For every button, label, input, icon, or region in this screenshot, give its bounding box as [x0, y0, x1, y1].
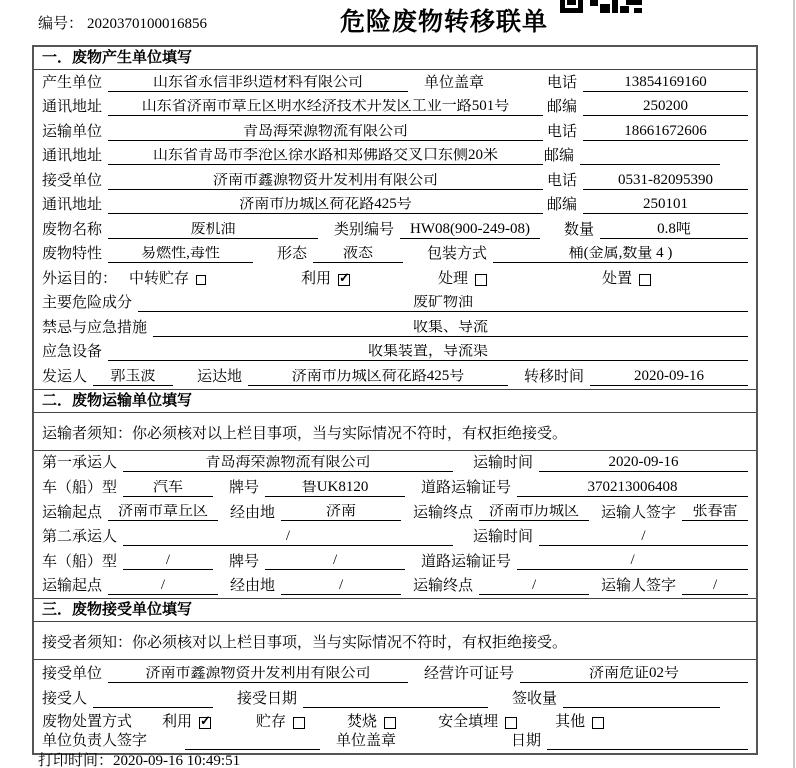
road-license2-value: / — [517, 553, 748, 570]
route2-sign-value: / — [682, 578, 748, 595]
transporter-phone-value: 18661672606 — [583, 124, 748, 141]
transport-time2-label: 运输时间 — [473, 529, 534, 546]
manifest-form — [32, 45, 758, 755]
row-disposal-method — [34, 711, 756, 734]
row-dispatch — [34, 364, 756, 389]
plate1-label: 牌号 — [229, 479, 260, 496]
emergency-equipment-label: 应急设备 — [42, 344, 103, 361]
row-producer-address — [34, 95, 756, 120]
receiver-zip-label: 邮编 — [546, 197, 577, 214]
purpose-treat-label: 处理 — [438, 270, 469, 287]
sign-date-value — [547, 733, 748, 750]
row-transfer-purpose — [34, 266, 756, 291]
purpose-option-treat — [438, 272, 487, 288]
section-acceptance — [34, 598, 756, 753]
accept-person-label: 接受人 — [42, 691, 88, 708]
transfer-time-label: 转移时间 — [524, 368, 585, 385]
row-transporter-address — [34, 144, 756, 169]
disposal-incinerate-label: 焚烧 — [347, 714, 378, 731]
row-waste-character — [34, 242, 756, 267]
route1-end-value: 济南市历城区 — [479, 504, 589, 521]
print-time-value: 2020-09-16 10:49:51 — [113, 753, 241, 768]
row-second-carrier — [34, 524, 756, 549]
transporter-zip-label: 邮编 — [543, 148, 574, 165]
transporter-value: 青岛海荣源物流有限公司 — [108, 124, 543, 141]
waste-pack-value: 桶(金属,数量 4 ) — [493, 246, 748, 263]
accept-date-label: 接受日期 — [237, 691, 298, 708]
purpose-transfer-storage-label: 中转贮存 — [129, 270, 190, 287]
section-acceptance-title: 三．废物接受单位填写 — [34, 599, 756, 622]
row-accept-person — [34, 686, 756, 711]
disposal-option-incinerate — [347, 715, 396, 731]
purpose-utilize-label: 利用 — [301, 270, 332, 287]
producer-address-value: 山东省济南市章丘区明水经济技术开发区工业一路501号 — [108, 99, 543, 116]
transporter-zip-value — [580, 148, 720, 165]
checkbox-disposal-other[interactable] — [592, 717, 604, 729]
checkbox-disposal-storage[interactable] — [293, 717, 305, 729]
transporter-phone-label: 电话 — [546, 123, 577, 140]
section-producer — [34, 47, 756, 389]
first-carrier-value: 青岛海荣源物流有限公司 — [123, 455, 453, 472]
disposal-landfill-label: 安全填埋 — [438, 714, 499, 731]
route1-sign-label: 运输人签字 — [601, 504, 677, 521]
waste-code-value: HW08(900-249-08) — [400, 222, 540, 239]
route1-start-label: 运输起点 — [42, 504, 103, 521]
unit-seal-label: 单位盖章 — [336, 733, 397, 750]
route2-start-label: 运输起点 — [42, 578, 103, 595]
page-right-edge — [793, 0, 795, 768]
producer-phone-value: 13854169160 — [583, 75, 748, 92]
disposal-method-label: 废物处置方式 — [42, 714, 133, 731]
producer-zip-value: 250200 — [583, 99, 748, 116]
producer-phone-label: 电话 — [546, 74, 577, 91]
producer-value: 山东省永信非织造材料有限公司 — [108, 75, 408, 92]
row-vehicle2 — [34, 549, 756, 574]
acceptance-notice: 接受者须知：你必须核对以上栏目事项，当与实际情况不符时，有权拒绝接受。 — [34, 622, 756, 660]
row-route2 — [34, 573, 756, 598]
disposal-utilize-label: 利用 — [162, 714, 193, 731]
emergency-equipment-value: 收集装置，导流渠 — [108, 344, 748, 361]
route2-via-label: 经由地 — [230, 578, 276, 595]
responsible-sign-label: 单位负责人签字 — [42, 733, 148, 750]
route2-via-value: / — [281, 578, 401, 595]
route1-sign-value: 张春雷 — [682, 504, 748, 521]
checkbox-treat[interactable] — [475, 274, 487, 286]
disposal-option-utilize — [162, 715, 211, 731]
page-title: 危险废物转移联单 — [339, 8, 549, 36]
row-receiver — [34, 168, 756, 193]
transfer-purpose-label: 外运目的： — [42, 270, 118, 287]
accept-unit-value: 济南市鑫源物资开发利用有限公司 — [108, 666, 408, 683]
receiver-label: 接受单位 — [42, 172, 103, 189]
print-time-label: 打印时间： — [38, 753, 114, 768]
accept-person-value — [93, 691, 213, 708]
waste-qty-label: 数量 — [564, 221, 595, 238]
section-transport — [34, 389, 756, 599]
purpose-option-transfer-storage — [129, 272, 206, 288]
dispatcher-value: 郭玉波 — [93, 369, 173, 386]
destination-label: 运达地 — [197, 368, 243, 385]
route2-end-value: / — [479, 578, 589, 595]
row-vehicle1 — [34, 475, 756, 500]
document-number-value: 2020370100016856 — [87, 16, 208, 32]
route1-via-value: 济南 — [281, 504, 401, 521]
plate1-value: 鲁UK8120 — [265, 480, 405, 497]
second-carrier-label: 第二承运人 — [42, 529, 118, 546]
plate2-label: 牌号 — [229, 553, 260, 570]
hazard-component-label: 主要危险成分 — [42, 295, 133, 312]
transfer-time-value: 2020-09-16 — [590, 369, 748, 386]
vehicle1-type-value: 汽车 — [123, 480, 213, 497]
producer-seal-label: 单位盖章 — [424, 74, 485, 91]
print-time — [38, 749, 240, 768]
disposal-other-label: 其他 — [555, 714, 586, 731]
transporter-address-value: 山东省青岛市李沧区徐水路和郑佛路交叉口东侧20米 — [108, 148, 543, 165]
hazard-component-value: 废矿物油 — [138, 295, 748, 312]
document-number-label: 编号： — [38, 16, 84, 32]
row-emergency-equipment — [34, 340, 756, 365]
section-transport-title: 二．废物运输单位填写 — [34, 390, 756, 413]
operation-license-value: 济南危证02号 — [520, 666, 748, 683]
route1-end-label: 运输终点 — [413, 504, 474, 521]
route2-start-value: / — [108, 578, 218, 595]
waste-form-label: 形态 — [277, 246, 308, 263]
vehicle1-type-label: 车（船）型 — [42, 479, 118, 496]
row-accept-unit — [34, 660, 756, 686]
signed-qty-label: 签收量 — [512, 691, 558, 708]
transport-time1-label: 运输时间 — [473, 455, 534, 472]
producer-address-label: 通讯地址 — [42, 99, 103, 116]
plate2-value: / — [265, 553, 405, 570]
document-number — [38, 12, 207, 33]
waste-character-label: 废物特性 — [42, 246, 103, 263]
checkbox-dispose[interactable] — [639, 274, 651, 286]
waste-code-label: 类别编号 — [334, 221, 395, 238]
second-carrier-value: / — [123, 529, 453, 546]
purpose-option-dispose — [602, 272, 651, 288]
receiver-zip-value: 250101 — [583, 197, 748, 214]
checkbox-disposal-incinerate[interactable] — [384, 717, 396, 729]
operation-license-label: 经营许可证号 — [424, 666, 515, 683]
accept-date-value — [303, 691, 488, 708]
receiver-address-value: 济南市历城区荷花路425号 — [108, 197, 543, 214]
disposal-option-storage — [256, 715, 305, 731]
row-producer — [34, 70, 756, 95]
vehicle2-type-label: 车（船）型 — [42, 553, 118, 570]
disposal-option-other — [555, 715, 604, 731]
waste-name-value: 废机油 — [108, 222, 318, 239]
qr-code-fragment-icon — [560, 0, 642, 13]
disposal-storage-label: 贮存 — [256, 714, 287, 731]
checkbox-disposal-utilize[interactable] — [199, 717, 211, 729]
checkbox-utilize[interactable] — [338, 274, 350, 286]
waste-name-label: 废物名称 — [42, 221, 103, 238]
waste-qty-value: 0.8吨 — [600, 222, 748, 239]
road-license1-label: 道路运输证号 — [421, 479, 512, 496]
receiver-address-label: 通讯地址 — [42, 197, 103, 214]
receiver-phone-value: 0531-82095390 — [583, 173, 748, 190]
road-license1-value: 370213006408 — [517, 480, 748, 497]
receiver-phone-label: 电话 — [546, 172, 577, 189]
receiver-value: 济南市鑫源物资开发利用有限公司 — [108, 173, 543, 190]
responsible-sign-value — [185, 733, 320, 750]
purpose-option-utilize — [301, 272, 350, 288]
vehicle2-type-value: / — [123, 553, 213, 570]
row-transporter — [34, 119, 756, 144]
row-route1 — [34, 500, 756, 525]
transport-time1-value: 2020-09-16 — [539, 455, 748, 472]
disposal-option-landfill — [438, 715, 517, 731]
road-license2-label: 道路运输证号 — [421, 553, 512, 570]
transport-time2-value: / — [539, 529, 748, 546]
first-carrier-label: 第一承运人 — [42, 455, 118, 472]
checkbox-disposal-landfill[interactable] — [505, 717, 517, 729]
waste-character-value: 易燃性,毒性 — [108, 246, 253, 263]
transporter-label: 运输单位 — [42, 123, 103, 140]
dispatcher-label: 发运人 — [42, 368, 88, 385]
transporter-address-label: 通讯地址 — [42, 148, 103, 165]
waste-pack-label: 包装方式 — [427, 246, 488, 263]
route1-start-value: 济南市章丘区 — [108, 504, 218, 521]
row-first-carrier — [34, 451, 756, 476]
waste-form-value: 液态 — [313, 246, 403, 263]
accept-unit-label: 接受单位 — [42, 666, 103, 683]
row-receiver-address — [34, 193, 756, 218]
checkbox-transfer-storage[interactable] — [196, 275, 206, 285]
row-hazard-component — [34, 291, 756, 316]
row-emergency-measures — [34, 315, 756, 340]
producer-zip-label: 邮编 — [546, 99, 577, 116]
producer-label: 产生单位 — [42, 74, 103, 91]
destination-value: 济南市历城区荷花路425号 — [248, 369, 508, 386]
emergency-measures-value: 收集、导流 — [153, 320, 748, 337]
route2-end-label: 运输终点 — [413, 578, 474, 595]
route2-sign-label: 运输人签字 — [601, 578, 677, 595]
section-producer-title: 一．废物产生单位填写 — [34, 47, 756, 70]
route1-via-label: 经由地 — [230, 504, 276, 521]
transport-notice: 运输者须知：你必须核对以上栏目事项，当与实际情况不符时，有权拒绝接受。 — [34, 413, 756, 451]
row-waste-name — [34, 217, 756, 242]
purpose-dispose-label: 处置 — [602, 270, 633, 287]
signed-qty-value — [563, 691, 720, 708]
sign-date-label: 日期 — [511, 733, 542, 750]
emergency-measures-label: 禁忌与应急措施 — [42, 319, 148, 336]
